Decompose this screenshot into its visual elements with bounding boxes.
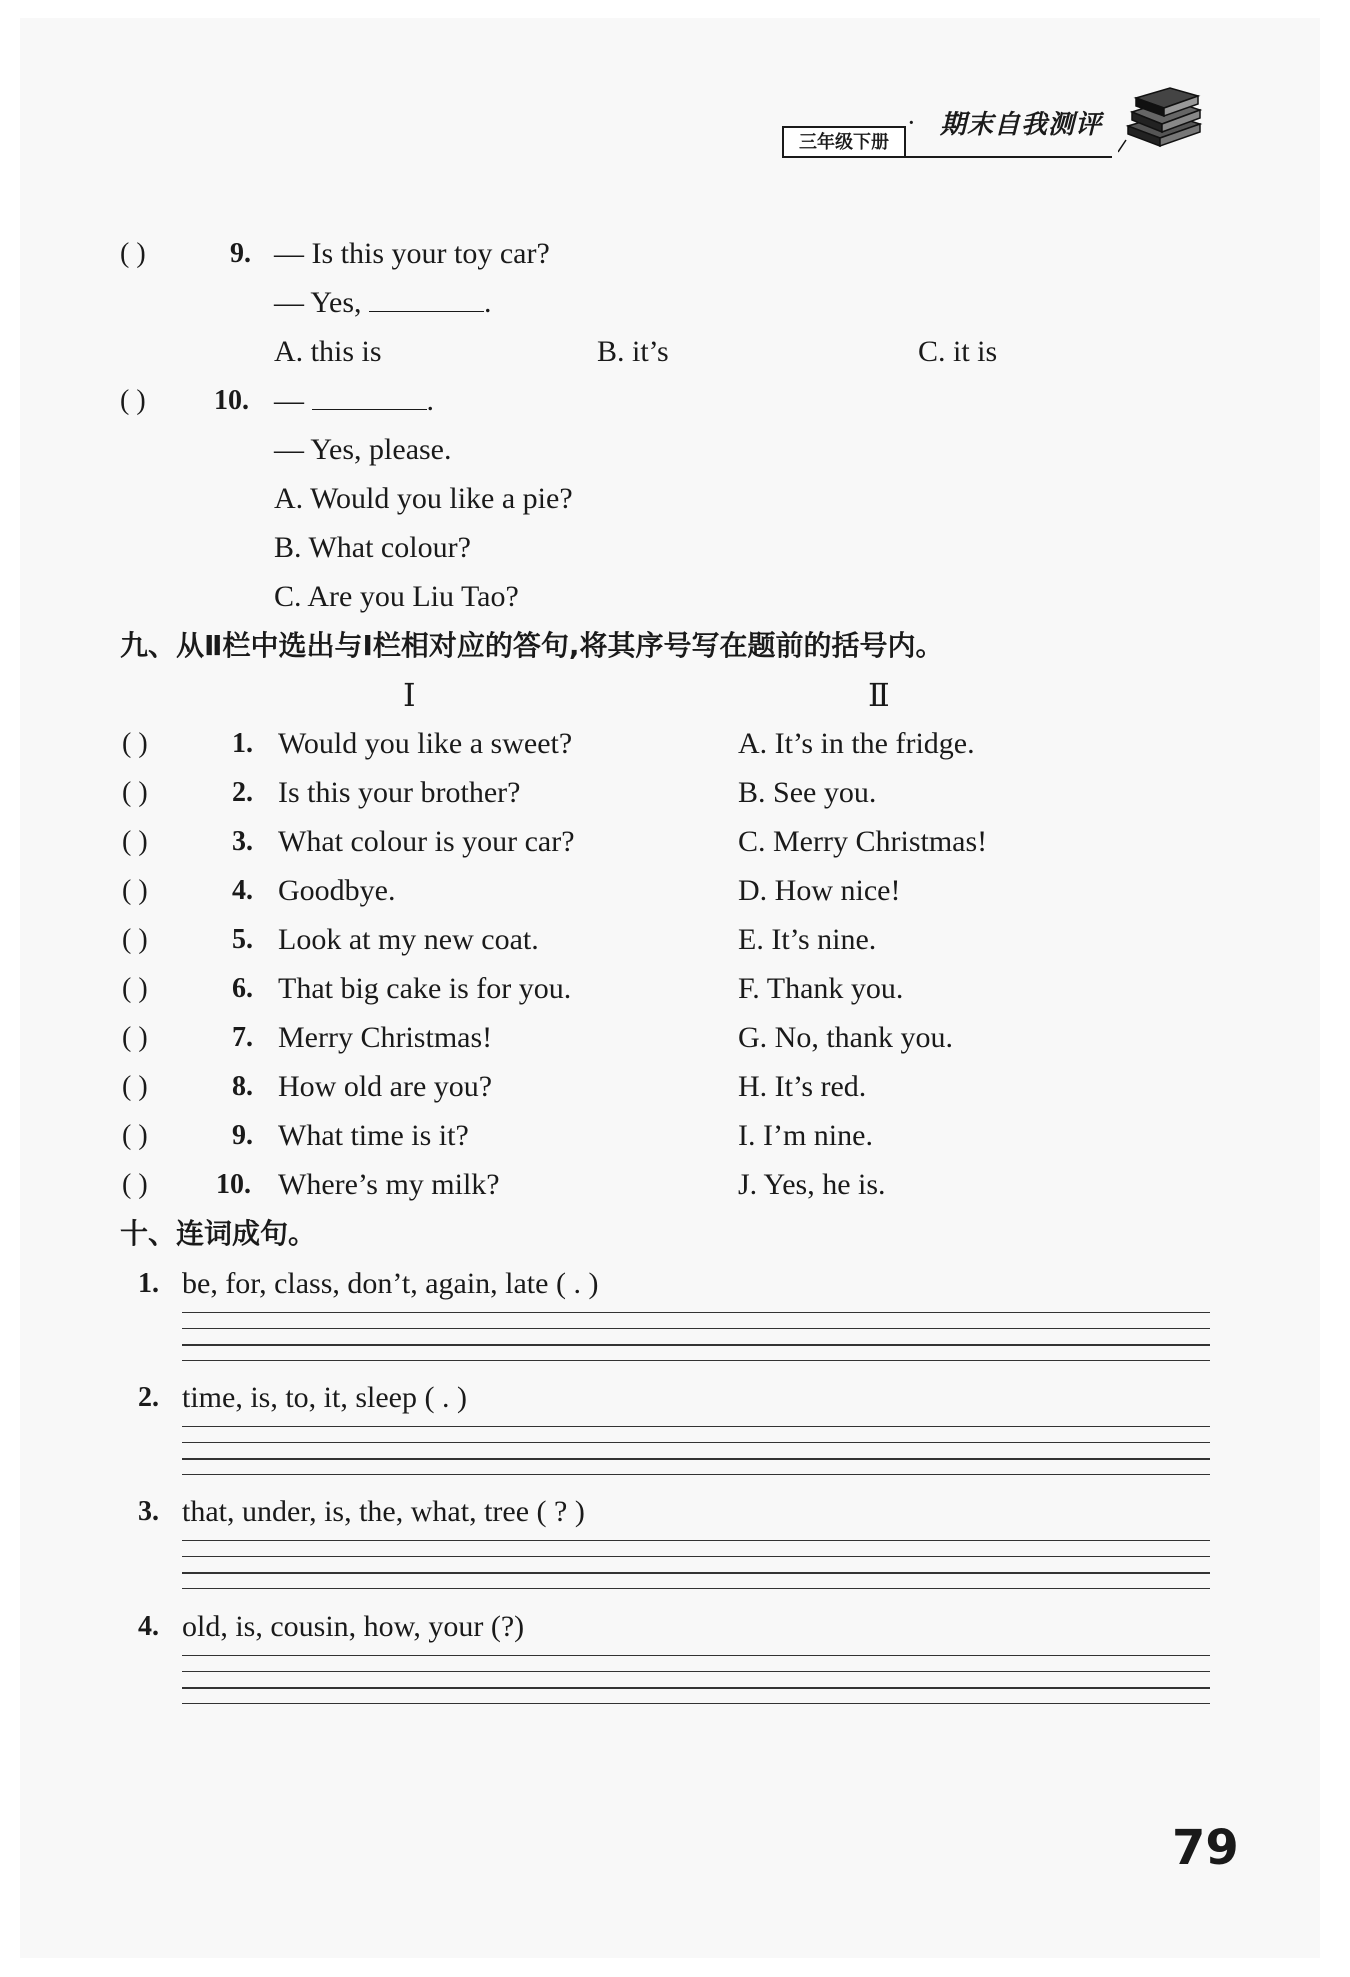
answer-option: F. Thank you. <box>738 972 904 1005</box>
answer-option: D. How nice! <box>738 874 901 907</box>
writing-line[interactable] <box>182 1540 1210 1541</box>
word-list: time, is, to, it, sleep ( . ) <box>182 1381 467 1414</box>
answer-parentheses[interactable]: ( ) <box>122 973 148 1004</box>
question-line <box>274 381 434 421</box>
answer-parentheses[interactable]: ( ) <box>120 238 146 269</box>
writing-line[interactable] <box>182 1360 1210 1361</box>
response-text: — Yes, <box>274 286 362 319</box>
question-text: What colour is your car? <box>278 825 575 858</box>
header-dot: · <box>908 112 915 134</box>
writing-line[interactable] <box>182 1671 1210 1672</box>
writing-line[interactable] <box>182 1474 1210 1475</box>
response-line <box>274 283 492 323</box>
question-number: 9. <box>230 238 251 269</box>
question-text: — Is this your toy car? <box>274 237 550 270</box>
question-number: 10. <box>216 1169 251 1200</box>
answer-option: E. It’s nine. <box>738 923 877 956</box>
item-number: 2. <box>138 1382 159 1413</box>
writing-line[interactable] <box>182 1655 1210 1656</box>
question-number: 8. <box>232 1071 253 1102</box>
question-end: . <box>426 384 434 417</box>
column-header-1: Ⅰ <box>403 677 416 713</box>
question-text: Would you like a sweet? <box>278 727 573 760</box>
answer-option: B. See you. <box>738 776 877 809</box>
writing-line[interactable] <box>182 1703 1210 1704</box>
answer-parentheses[interactable]: ( ) <box>122 1120 148 1151</box>
question-number: 5. <box>232 924 253 955</box>
answer-option: J. Yes, he is. <box>738 1168 886 1201</box>
question-text: Where’s my milk? <box>278 1168 500 1201</box>
item-number: 1. <box>138 1268 159 1299</box>
option-c: C. it is <box>918 335 998 368</box>
answer-parentheses[interactable]: ( ) <box>122 1169 148 1200</box>
grade-label: 三年级下册 <box>782 126 906 158</box>
option-a: A. this is <box>274 335 382 368</box>
option-b: B. What colour? <box>274 531 471 564</box>
dash: — <box>274 384 304 417</box>
question-text: How old are you? <box>278 1070 493 1103</box>
response-end: . <box>484 286 492 319</box>
writing-line[interactable] <box>182 1344 1210 1346</box>
question-number: 3. <box>232 826 253 857</box>
word-list: old, is, cousin, how, your (?) <box>182 1610 525 1643</box>
question-number: 6. <box>232 973 253 1004</box>
writing-line[interactable] <box>182 1426 1210 1427</box>
section-title: 九、从Ⅱ栏中选出与Ⅰ栏相对应的答句,将其序号写在题前的括号内。 <box>120 629 944 662</box>
question-number: 4. <box>232 875 253 906</box>
question-text: Merry Christmas! <box>278 1021 493 1054</box>
writing-line[interactable] <box>182 1556 1210 1557</box>
section-title: 十、连词成句。 <box>120 1217 317 1250</box>
word-list: that, under, is, the, what, tree ( ? ) <box>182 1495 585 1528</box>
answer-option: I. I’m nine. <box>738 1119 873 1152</box>
answer-parentheses[interactable]: ( ) <box>122 728 148 759</box>
writing-line[interactable] <box>182 1687 1210 1689</box>
answer-option: G. No, thank you. <box>738 1021 953 1054</box>
answer-parentheses[interactable]: ( ) <box>122 924 148 955</box>
column-header-2: Ⅱ <box>868 677 890 713</box>
response-text: — Yes, please. <box>274 433 452 466</box>
fill-blank[interactable] <box>369 289 484 312</box>
item-number: 3. <box>138 1496 159 1527</box>
question-number: 10. <box>214 385 249 416</box>
option-a: A. Would you like a pie? <box>274 482 573 515</box>
option-c: C. Are you Liu Tao? <box>274 580 519 613</box>
header-rule <box>782 156 1112 158</box>
question-text: Goodbye. <box>278 874 396 907</box>
page-background <box>20 18 1320 1958</box>
option-b: B. it’s <box>597 335 669 368</box>
writing-line[interactable] <box>182 1588 1210 1589</box>
header-title: 期末自我测评 <box>940 110 1103 140</box>
page-number: 79 <box>1172 1820 1239 1876</box>
question-text: What time is it? <box>278 1119 469 1152</box>
writing-line[interactable] <box>182 1312 1210 1313</box>
fill-blank[interactable] <box>312 387 427 410</box>
question-number: 2. <box>232 777 253 808</box>
question-number: 9. <box>232 1120 253 1151</box>
word-list: be, for, class, don’t, again, late ( . ) <box>182 1267 599 1300</box>
answer-parentheses[interactable]: ( ) <box>122 826 148 857</box>
answer-parentheses[interactable]: ( ) <box>122 875 148 906</box>
writing-line[interactable] <box>182 1442 1210 1443</box>
answer-option: A. It’s in the fridge. <box>738 727 975 760</box>
answer-parentheses[interactable]: ( ) <box>122 1022 148 1053</box>
writing-line[interactable] <box>182 1572 1210 1574</box>
writing-line[interactable] <box>182 1328 1210 1329</box>
answer-parentheses[interactable]: ( ) <box>122 777 148 808</box>
answer-option: H. It’s red. <box>738 1070 867 1103</box>
question-text: Look at my new coat. <box>278 923 539 956</box>
books-icon <box>1118 86 1208 158</box>
answer-parentheses[interactable]: ( ) <box>122 1071 148 1102</box>
question-number: 7. <box>232 1022 253 1053</box>
item-number: 4. <box>138 1611 159 1642</box>
writing-line[interactable] <box>182 1458 1210 1460</box>
answer-option: C. Merry Christmas! <box>738 825 988 858</box>
question-text: That big cake is for you. <box>278 972 572 1005</box>
question-number: 1. <box>232 728 253 759</box>
question-text: Is this your brother? <box>278 776 521 809</box>
answer-parentheses[interactable]: ( ) <box>120 385 146 416</box>
